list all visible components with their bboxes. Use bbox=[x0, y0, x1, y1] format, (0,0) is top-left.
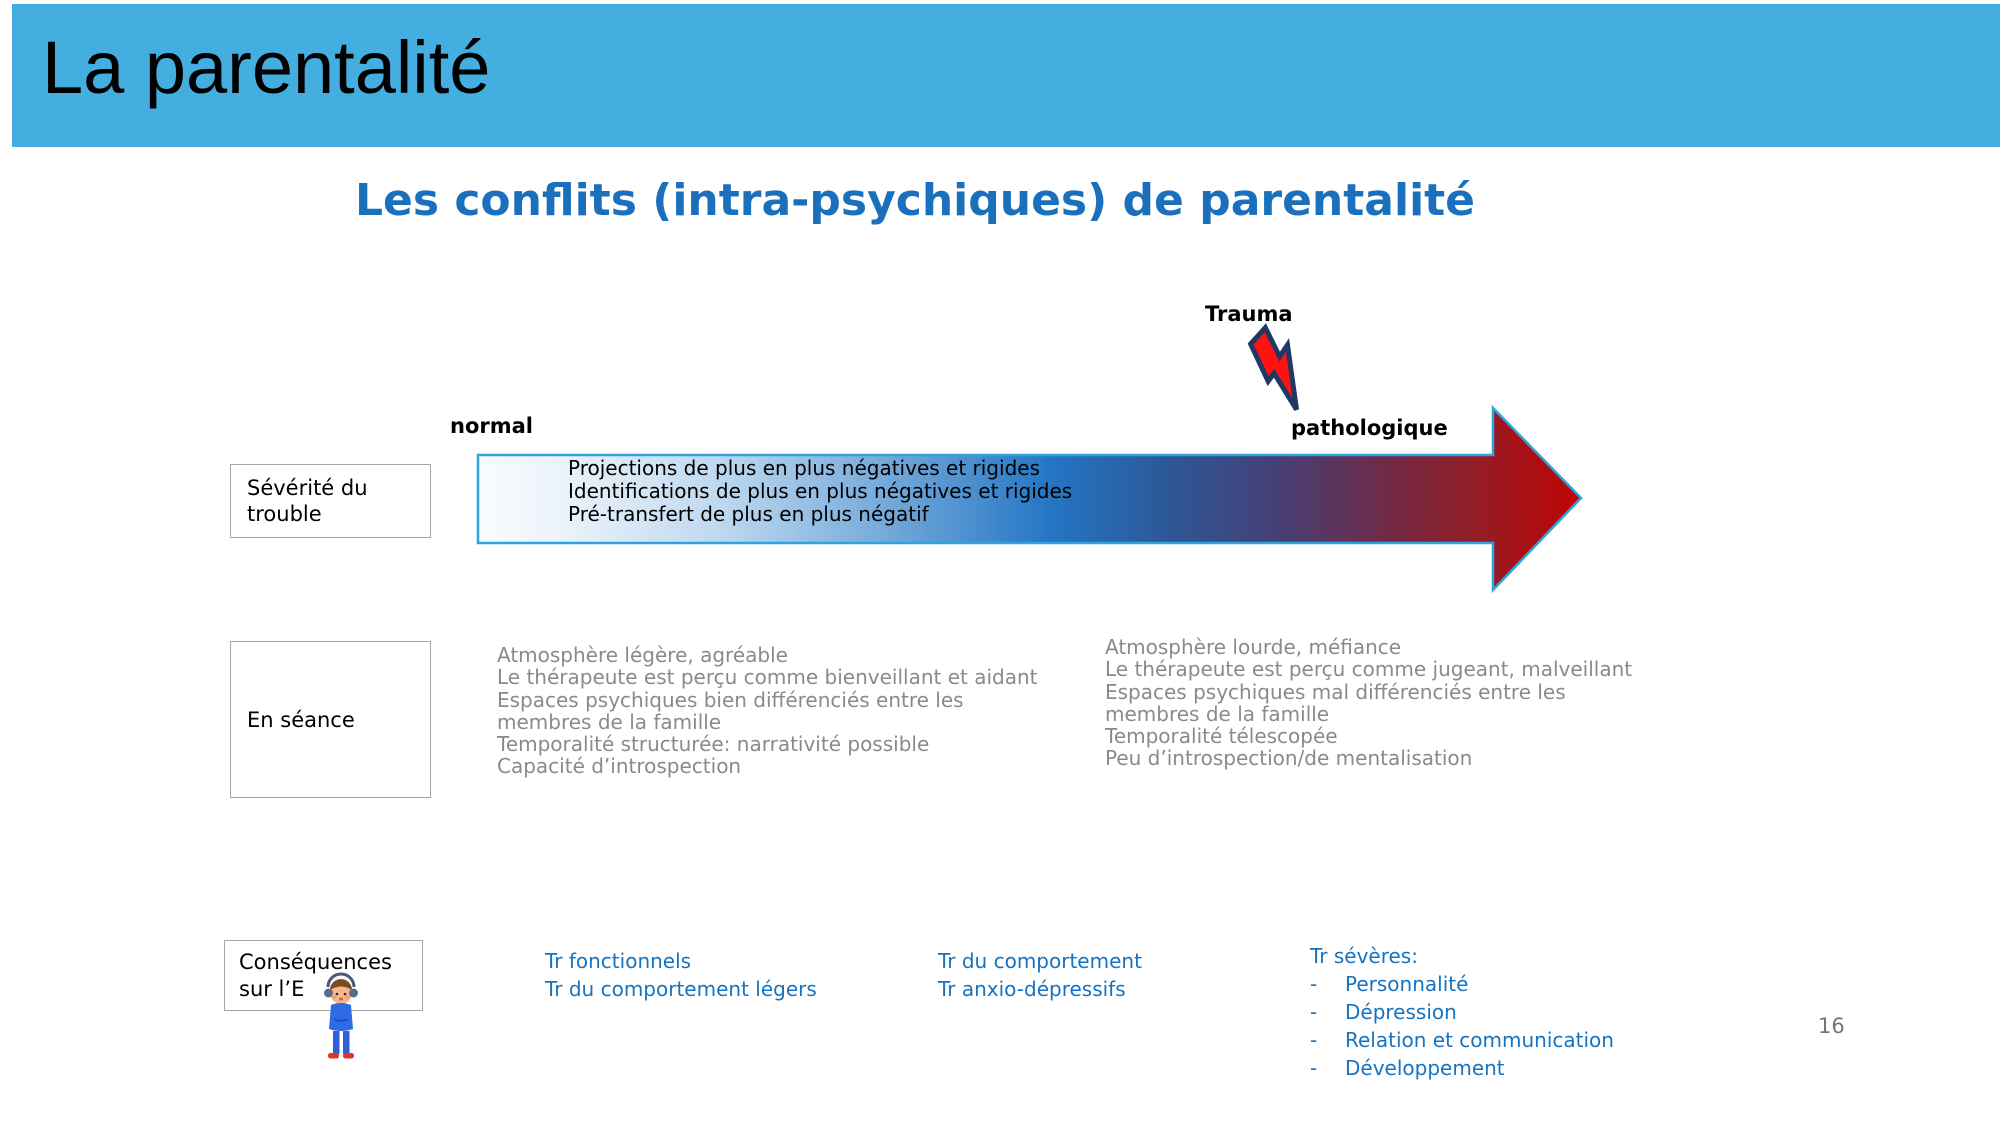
consequences-label-line: sur l’E bbox=[239, 976, 305, 1001]
severe-item bbox=[1310, 1054, 1614, 1082]
session-line: Temporalité télescopée bbox=[1105, 724, 1338, 749]
severe-item-label: Développement bbox=[1345, 1056, 1505, 1080]
trauma-label: Trauma bbox=[1205, 302, 1293, 326]
session-line: Peu d’introspection/de mentalisation bbox=[1105, 746, 1473, 771]
session-pathological-column bbox=[1105, 636, 1632, 770]
consequence-line: Tr du comportement bbox=[938, 949, 1142, 973]
dash-bullet: - bbox=[1310, 972, 1318, 996]
severe-heading: Tr sévères: bbox=[1310, 944, 1418, 968]
session-line: Espaces psychiques bien différenciés entre les bbox=[497, 687, 964, 712]
dash-bullet: - bbox=[1310, 1028, 1318, 1052]
consequences-col-mild bbox=[545, 947, 817, 1003]
arrow-line: Projections de plus en plus négatives et rigides bbox=[568, 456, 1040, 480]
page-number: 16 bbox=[1818, 1014, 1845, 1038]
consequence-line: Tr fonctionnels bbox=[545, 949, 692, 973]
severe-item-label: Personnalité bbox=[1345, 972, 1469, 996]
arrow-line: Identifications de plus en plus négatives et rigides bbox=[568, 479, 1073, 503]
arrow-line: Pré-transfert de plus en plus négatif bbox=[568, 502, 929, 526]
session-line: Temporalité structurée: narrativité possible bbox=[497, 732, 930, 757]
slide-subtitle: Les conflits (intra-psychiques) de parentalité bbox=[354, 175, 1476, 226]
dash-bullet: - bbox=[1310, 1000, 1318, 1024]
severe-item bbox=[1310, 998, 1614, 1026]
page-title: La parentalité bbox=[42, 26, 491, 109]
severity-label-line: trouble bbox=[247, 502, 322, 526]
consequences-col-severe bbox=[1310, 942, 1614, 1082]
session-line: Le thérapeute est perçu comme jugeant, malveillant bbox=[1105, 657, 1633, 682]
lightning-bolt-icon bbox=[1228, 326, 1358, 410]
session-line: membres de la famille bbox=[497, 709, 722, 734]
severe-item bbox=[1310, 1026, 1614, 1054]
severity-box bbox=[230, 464, 431, 538]
session-line: Atmosphère lourde, méfiance bbox=[1105, 635, 1402, 659]
session-box bbox=[230, 641, 431, 798]
dash-bullet: - bbox=[1310, 1056, 1318, 1080]
session-line: Espaces psychiques mal différenciés entre les bbox=[1105, 679, 1566, 704]
session-normal-column bbox=[497, 644, 1038, 778]
consequences-label-line: Conséquences bbox=[239, 949, 392, 974]
session-line: membres de la famille bbox=[1105, 701, 1330, 726]
session-line: Atmosphère légère, agréable bbox=[497, 643, 788, 667]
consequence-line: Tr anxio-dépressifs bbox=[938, 977, 1126, 1001]
normal-label: normal bbox=[450, 414, 533, 438]
pathological-label: pathologique bbox=[1291, 416, 1448, 440]
consequences-col-moderate bbox=[938, 947, 1142, 1003]
severe-item-label: Relation et communication bbox=[1345, 1028, 1614, 1052]
consequence-line: Tr du comportement légers bbox=[545, 977, 817, 1001]
session-line: Le thérapeute est perçu comme bienveillant et aidant bbox=[497, 665, 1038, 690]
severity-label-line: Sévérité du bbox=[247, 476, 368, 500]
session-line: Capacité d’introspection bbox=[497, 754, 742, 779]
session-label: En séance bbox=[247, 707, 355, 732]
arrow-text bbox=[568, 457, 1072, 526]
severe-item bbox=[1310, 970, 1614, 998]
severe-item-label: Dépression bbox=[1345, 1000, 1457, 1024]
child-figure-icon bbox=[318, 972, 364, 1062]
